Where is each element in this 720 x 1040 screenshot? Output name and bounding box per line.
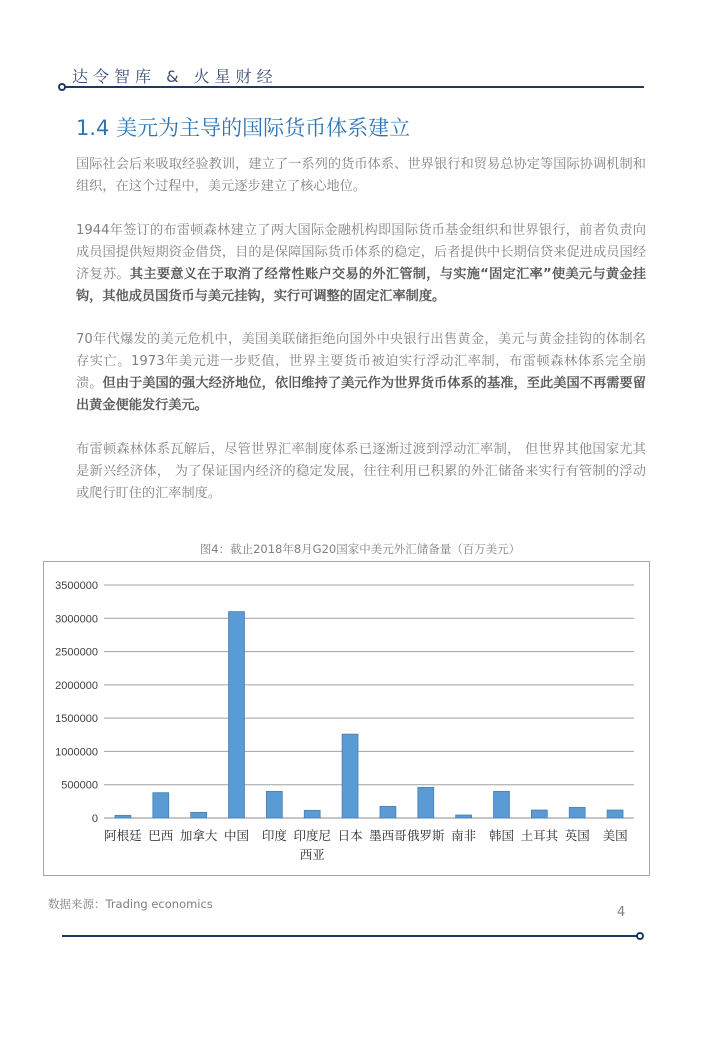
x-tick-label: 墨西哥 <box>369 828 407 843</box>
x-tick-label: 印度 <box>261 828 287 843</box>
x-tick-label: 中国 <box>223 828 250 843</box>
x-tick-label: 土耳其 <box>520 828 559 843</box>
section-title: 1.4 美元为主导的国际货币体系建立 <box>76 116 411 140</box>
bar <box>380 806 396 818</box>
bar <box>569 807 585 818</box>
footer-line-circle <box>636 932 644 940</box>
bar <box>266 791 282 818</box>
paragraph-3-text: 70年代爆发的美元危机中，美国美联储拒绝向国外中央银行出售黄金，美元与黄金挂钩的体制名存实亡。1973年美元进一步贬值，世界主要货币被迫实行浮动汇率制，布雷顿森林体系完全崩溃。 <box>76 332 646 391</box>
bar <box>191 812 207 818</box>
x-tick-label: 加拿大 <box>179 828 218 843</box>
y-tick-label: 3000000 <box>55 613 98 626</box>
bar <box>494 791 510 818</box>
header-title: 达令智库 & 火星财经 <box>72 67 278 86</box>
x-tick-label: 美国 <box>602 828 628 843</box>
x-tick-label: 俄罗斯 <box>407 828 445 843</box>
bar-chart <box>44 562 649 875</box>
y-tick-label: 500000 <box>61 779 98 792</box>
paragraph-2 <box>76 220 646 308</box>
data-source: 数据来源：Trading economics <box>48 897 213 911</box>
bar <box>418 787 434 818</box>
bar <box>456 815 472 818</box>
bar <box>304 810 320 818</box>
x-tick-label: 韩国 <box>488 828 515 843</box>
y-tick-label: 0 <box>91 813 98 825</box>
paragraph-3-bold: 但由于美国的强大经济地位，依旧维持了美元作为世界货币体系的基准，至此美国不再需要留出黄金便能发行美元。 <box>76 376 646 413</box>
x-tick-label: 西亚 <box>299 847 325 862</box>
x-tick-label: 巴西 <box>148 828 174 843</box>
y-tick-label: 3500000 <box>55 580 98 592</box>
paragraph-4-text: 布雷顿森林体系瓦解后，尽管世界汇率制度体系已逐渐过渡到浮动汇率制， 但世界其他国家尤其是新兴经济体， 为了保证国内经济的稳定发展，往往利用已积累的外汇储备来实行有管制的浮动或爬行盯住的汇率制度。 <box>76 442 646 501</box>
bar <box>115 815 131 818</box>
bar <box>607 810 623 818</box>
bar <box>531 810 547 818</box>
y-tick-label: 1000000 <box>55 746 98 759</box>
page-number: 4 <box>617 905 626 920</box>
chart-frame <box>43 561 650 876</box>
bar <box>342 734 358 818</box>
y-tick-label: 2000000 <box>55 679 98 692</box>
y-tick-label: 1500000 <box>55 713 98 726</box>
paragraph-4 <box>76 439 646 505</box>
x-tick-label: 英国 <box>564 828 590 843</box>
paragraph-2-text: 1944年签订的布雷顿森林建立了两大国际金融机构即国际货币基金组织和世界银行，前者负责向成员国提供短期资金借贷，目的是保障国际货币体系的稳定，后者提供中长期信贷来促进成员国经济复苏。 <box>76 223 646 282</box>
x-tick-label: 印度尼 <box>293 828 331 843</box>
x-tick-label: 阿根廷 <box>104 828 142 843</box>
chart-title: 图4：截止2018年8月G20国家中美元外汇储备量（百万美元） <box>199 542 521 556</box>
paragraph-2-bold: 其主要意义在于取消了经常性账户交易的外汇管制，与实施“固定汇率”使美元与黄金挂钩，其他成员国货币与美元挂钩，实行可调整的固定汇率制度。 <box>76 267 646 304</box>
y-tick-label: 2500000 <box>55 646 98 659</box>
bar <box>153 793 169 818</box>
paragraph-3 <box>76 329 646 417</box>
bar <box>229 612 245 818</box>
x-tick-label: 南非 <box>451 828 477 843</box>
x-tick-label: 日本 <box>337 828 363 843</box>
paragraph-1 <box>76 154 646 198</box>
header-divider <box>65 86 644 88</box>
paragraph-1-text: 国际社会后来吸取经验教训，建立了一系列的货币体系、世界银行和贸易总协定等国际协调机制和组织，在这个过程中，美元逐步建立了核心地位。 <box>76 157 646 194</box>
footer-divider <box>62 935 637 937</box>
